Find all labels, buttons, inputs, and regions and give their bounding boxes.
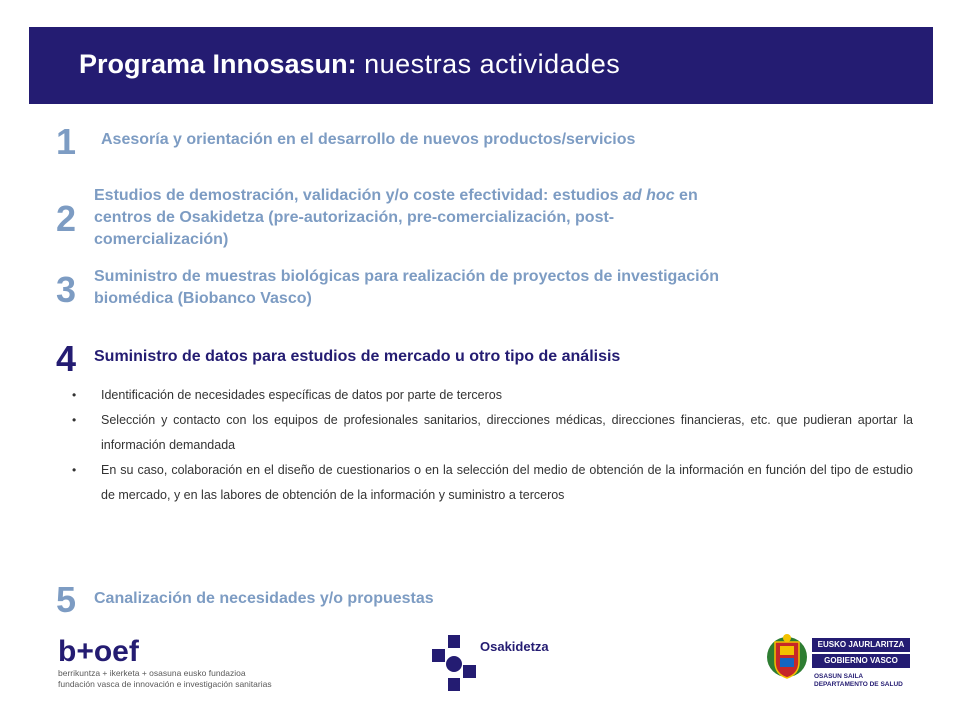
item-number-2: 2 bbox=[56, 198, 77, 239]
item-number-1: 1 bbox=[56, 121, 77, 162]
item-3-line-2: biomédica (Biobanco Vasco) bbox=[94, 290, 312, 307]
item-2-line-3: comercialización) bbox=[94, 231, 229, 248]
osakidetza-wordmark: Osakidetza bbox=[480, 639, 549, 654]
item-number-3: 3 bbox=[56, 269, 77, 310]
bullet-item: • En su caso, colaboración en el diseño de cuestionarios o en la selección del medio de obtención de la información en función del tipo de estudio de mercado, y en las labores de obtención de la información y suministro a terceros bbox=[70, 458, 913, 508]
gobierno-vasco-logo bbox=[766, 630, 926, 710]
title-banner bbox=[29, 27, 933, 104]
bullet-item: • Identificación de necesidades específicas de datos por parte de terceros bbox=[70, 383, 913, 408]
item-text-1: Asesoría y orientación en el desarrollo de nuevos productos/servicios bbox=[101, 131, 636, 148]
item-4-bullet-list bbox=[70, 383, 913, 508]
item-3-line-1: Suministro de muestras biológicas para realización de proyectos de investigación bbox=[94, 268, 720, 285]
item-number-4: 4 bbox=[56, 338, 77, 379]
bioef-tagline-1: berrikuntza + ikerketa + osasuna eusko fundazioa bbox=[58, 668, 246, 678]
item-text-5: Canalización de necesidades y/o propuestas bbox=[94, 590, 434, 607]
coat-of-arms-icon bbox=[766, 632, 808, 682]
item-text-3 bbox=[94, 266, 874, 310]
title-light: nuestras actividades bbox=[364, 49, 621, 79]
item-number-5: 5 bbox=[56, 579, 77, 620]
osakidetza-emblem-icon bbox=[432, 635, 476, 691]
gov-dept-basque: OSASUN SAILA bbox=[814, 673, 864, 680]
bioef-logo bbox=[58, 636, 272, 690]
osakidetza-logo bbox=[432, 635, 582, 695]
item-text-2 bbox=[94, 185, 834, 251]
title-bold: Programa Innosasun: bbox=[79, 49, 357, 79]
bioef-wordmark: b+oef bbox=[58, 635, 139, 668]
bullet-item: • Selección y contacto con los equipos de profesionales sanitarios, direcciones médicas, direcciones financieras, etc. que pudieran aportar la información demandada bbox=[70, 408, 913, 458]
gov-name-spanish: GOBIERNO VASCO bbox=[812, 654, 910, 668]
gov-dept-spanish: DEPARTAMENTO DE SALUD bbox=[814, 681, 903, 688]
item-2-line-2: centros de Osakidetza (pre-autorización, pre-comercialización, post- bbox=[94, 209, 615, 226]
item-text-4: Suministro de datos para estudios de mercado u otro tipo de análisis bbox=[94, 348, 621, 365]
item-2-line-1: Estudios de demostración, validación y/o coste efectividad: estudios ad hoc en bbox=[94, 187, 698, 204]
page-title bbox=[79, 49, 620, 80]
gov-name-basque: EUSKO JAURLARITZA bbox=[812, 638, 910, 652]
bioef-tagline-2: fundación vasca de innovación e investigación sanitarias bbox=[58, 679, 272, 689]
